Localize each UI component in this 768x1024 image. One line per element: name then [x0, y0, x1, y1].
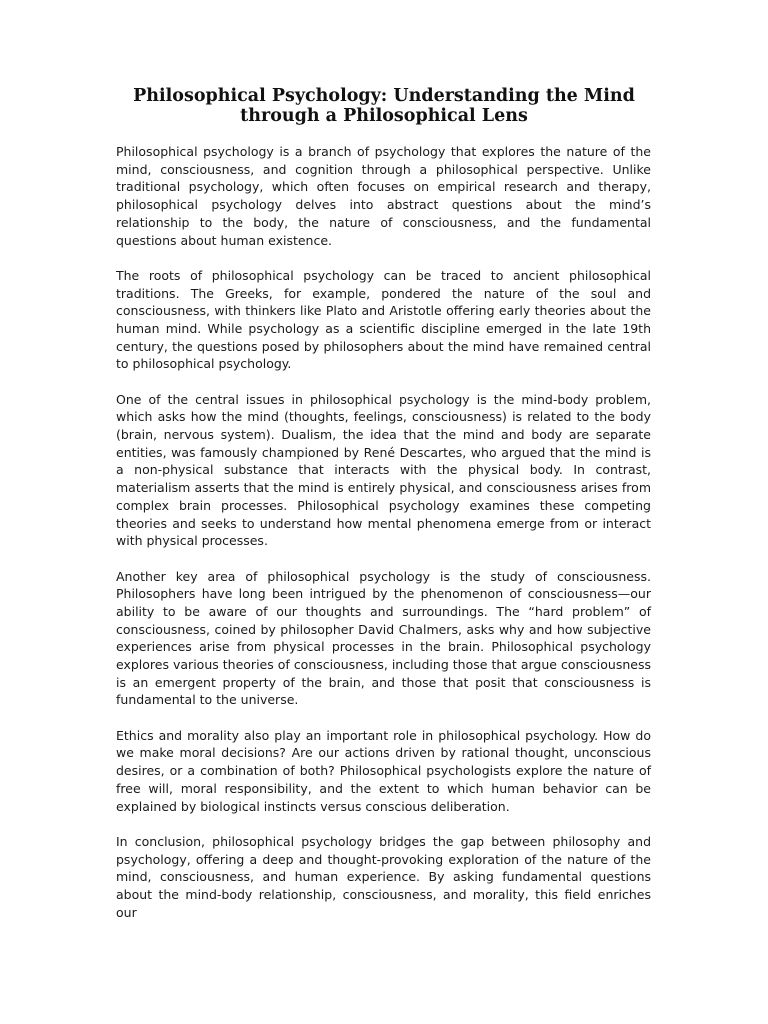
- paragraph-consciousness: Another key area of philosophical psychology is the study of consciousness. Philosophers have long been intrigued by the phenomenon of consciousness—our ability to be aware of our thoughts and surroundings. The “hard problem” of consciousness, coined by philosopher David Chalmers, asks why and how subjective experiences arise from physical processes in the brain. Philosophical psychology explores various theories of consciousness, including those that argue consciousness is an emergent property of the brain, and those that posit that consciousness is fundamental to the universe.: [116, 568, 651, 708]
- paragraph-ethics: Ethics and morality also play an important role in philosophical psychology. How do we make moral decisions? Are our actions driven by rational thought, unconscious desires, or a combination of both? Philosophical psychologists explore the nature of free will, moral responsibility, and the extent to which human behavior can be explained by biological instincts versus conscious deliberation.: [116, 727, 651, 814]
- paragraph-roots: The roots of philosophical psychology can be traced to ancient philosophical traditions. The Greeks, for example, pondered the nature of the soul and consciousness, with thinkers like Plato and Aristotle offering early theories about the human mind. While psychology as a scientific discipline emerged in the late 19th century, the questions posed by philosophers about the mind have remained central to philosophical psychology.: [116, 267, 651, 372]
- paragraph-intro: Philosophical psychology is a branch of psychology that explores the nature of the mind, consciousness, and cognition through a philosophical perspective. Unlike traditional psychology, which often focuses on empirical research and therapy, philosophical psychology delves into abstract questions about the mind’s relationship to the body, the nature of consciousness, and the fundamental questions about human existence.: [116, 144, 651, 248]
- document-title: Philosophical Psychology: Understanding the Mind through a Philosophical Lens: [133, 86, 635, 126]
- paragraph-mind-body: One of the central issues in philosophical psychology is the mind-body problem, which asks how the mind (thoughts, feelings, consciousness) is related to the body (brain, nervous system). Dualism, the idea that the mind and body are separate entities, was famously championed by René Descartes, who argued that the mind is a non-physical substance that interacts with the physical body. In contrast, materialism asserts that the mind is entirely physical, and consciousness arises from complex brain processes. Philosophical psychology examines these competing theories and seeks to understand how mental phenomena emerge from or interact with physical processes.: [116, 391, 651, 549]
- document-body: [116, 143, 651, 939]
- paragraph-conclusion: In conclusion, philosophical psychology bridges the gap between philosophy and psychology, offering a deep and thought-provoking exploration of the nature of the mind, consciousness, and human experience. By asking fundamental questions about the mind-body relationship, consciousness, and morality, this field enriches our: [116, 833, 651, 920]
